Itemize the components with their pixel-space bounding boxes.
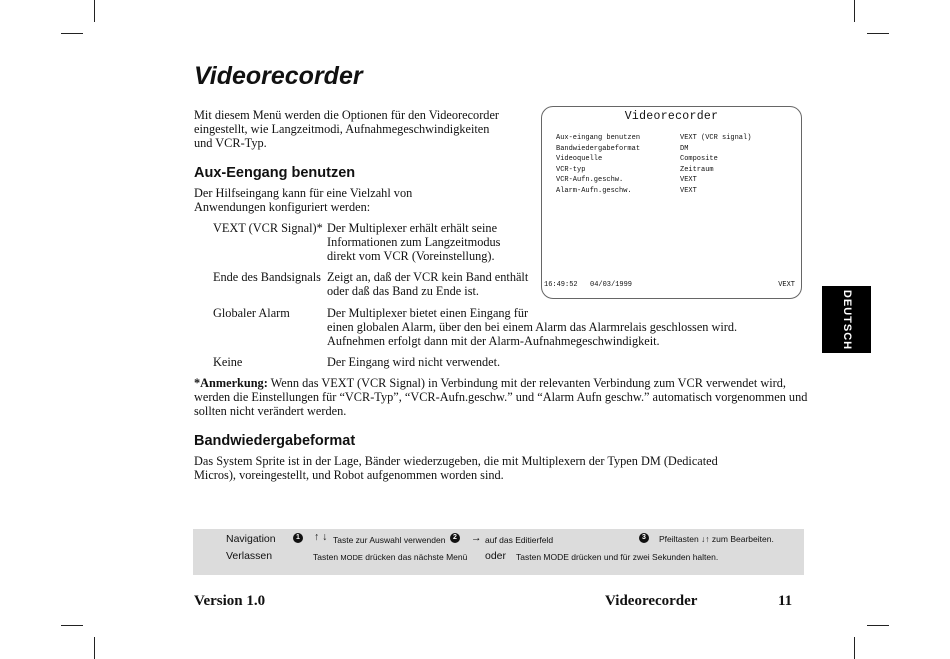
screen-row-value: VEXT (680, 176, 697, 184)
step-number-3: 3 (639, 533, 649, 543)
option-term: VEXT (VCR Signal)* (213, 221, 323, 235)
option-desc: Zeigt an, daß der VCR kein Band enthält oder daß das Band zu Ende ist. (327, 270, 529, 298)
screen-row-value: DM (680, 144, 689, 153)
note-label: *Anmerkung: (194, 376, 268, 390)
nav-step-1-text: Taste zur Auswahl verwenden (333, 535, 446, 545)
note-text: Wenn das VEXT (VCR Signal) in Verbindung mit der relevanten Verbindung zum VCR verwendet wird, werden die Einstellungen für “VCR-Typ”, “VCR-Aufn.geschw.” und “Alarm Aufn geschw.” automatisch vorgenommen und sollten nicht verändert werden. (194, 376, 808, 418)
footer-section: Videorecorder (605, 593, 698, 609)
right-arrow-icon: → (471, 532, 482, 544)
step-number-1: 1 (293, 533, 303, 543)
screen-row-label: Alarm-Aufn.geschw. (556, 186, 632, 195)
option-desc: Der Eingang wird nicht verwendet. (327, 355, 501, 369)
aux-paragraph: Der Hilfseingang kann für eine Vielzahl von Anwendungen konfiguriert werden: (194, 186, 413, 214)
screen-row-label: Bandwiedergabeformat (556, 144, 641, 153)
footer-version: Version 1.0 (194, 593, 266, 609)
option-term: Keine (213, 355, 243, 369)
screen-row-label: Videoquelle (556, 155, 603, 163)
nav-step-2-text: auf das Editierfeld (485, 535, 554, 545)
crop-mark (94, 0, 95, 22)
screen-row-label: Aux-eingang benutzen (556, 134, 641, 142)
step-number-2: 2 (450, 533, 460, 543)
screen-row-value: VEXT (VCR signal) (680, 134, 752, 142)
crop-mark (867, 625, 889, 626)
nav-step-3-text: Pfeiltasten ↓↑ zum Bearbeiten. (659, 534, 774, 544)
mode-key: MODE (340, 553, 363, 562)
aux-heading: Aux-Eengang benutzen (194, 165, 356, 181)
crop-mark (61, 625, 83, 626)
band-heading: Bandwiedergabeformat (194, 433, 356, 449)
nav-label-verlassen: Verlassen (226, 550, 273, 562)
screen-mode: VEXT (778, 281, 795, 289)
screen-title: Videorecorder (624, 110, 719, 123)
band-paragraph: Das System Sprite ist in der Lage, Bänder wiederzugeben, die mit Multiplexern der Typen DM (Dedicated Micros), voreingestellt, und Robot aufgenommen worden sind. (194, 454, 718, 482)
nav-oder: oder (485, 550, 507, 562)
crop-mark (854, 637, 855, 659)
footer-page-number: 11 (778, 593, 793, 609)
screen-row-label: VCR-typ (556, 165, 586, 174)
intro-paragraph: Mit diesem Menü werden die Optionen für den Videorecorder eingestellt, wie Langzeitmodi, Aufnahmegeschwindigkeiten und VCR-Typ. (194, 108, 499, 150)
nav-exit-text-c: drücken das nächste Menü (362, 552, 468, 562)
nav-exit-text-a: Tasten (313, 552, 341, 562)
screen-row-value: Zeitraum (680, 165, 714, 174)
screen-time: 16:49:52 (544, 281, 578, 289)
crop-mark (94, 637, 95, 659)
page-title: Videorecorder (194, 62, 363, 90)
crop-mark (867, 33, 889, 34)
note-paragraph (194, 376, 808, 418)
nav-exit-alt-text: Tasten MODE drücken und für zwei Sekunden halten. (516, 552, 719, 562)
navigation-help-bar (193, 529, 804, 575)
crop-mark (61, 33, 83, 34)
option-desc: Der Multiplexer erhält erhält seine Informationen zum Langzeitmodus direkt vom VCR (Voreinstellung). (327, 221, 501, 263)
screen-row-value: Composite (680, 155, 718, 163)
language-tab-label: DEUTSCH (840, 289, 853, 350)
language-tab (822, 286, 871, 353)
option-desc-continued: einen globalen Alarm, über den bei einem Alarm das Alarmrelais geschlossen wird. Aufnehmen erfolgt dann mit der Alarm-Aufnahmegeschwindigkeit. (327, 320, 738, 348)
nav-exit-text (313, 552, 467, 562)
option-term: Ende des Bandsignals (213, 270, 321, 284)
screen-row-label: VCR-Aufn.geschw. (556, 176, 624, 184)
option-desc: Der Multiplexer bietet einen Eingang für (327, 306, 529, 320)
screen-row-value: VEXT (680, 186, 697, 195)
menu-screen-illustration (541, 106, 802, 299)
crop-mark (854, 0, 855, 22)
screen-date: 04/03/1999 (590, 281, 633, 289)
nav-label-navigation: Navigation (226, 533, 276, 545)
option-term: Globaler Alarm (213, 306, 290, 320)
up-down-arrows: ↑ ↓ (314, 531, 328, 543)
